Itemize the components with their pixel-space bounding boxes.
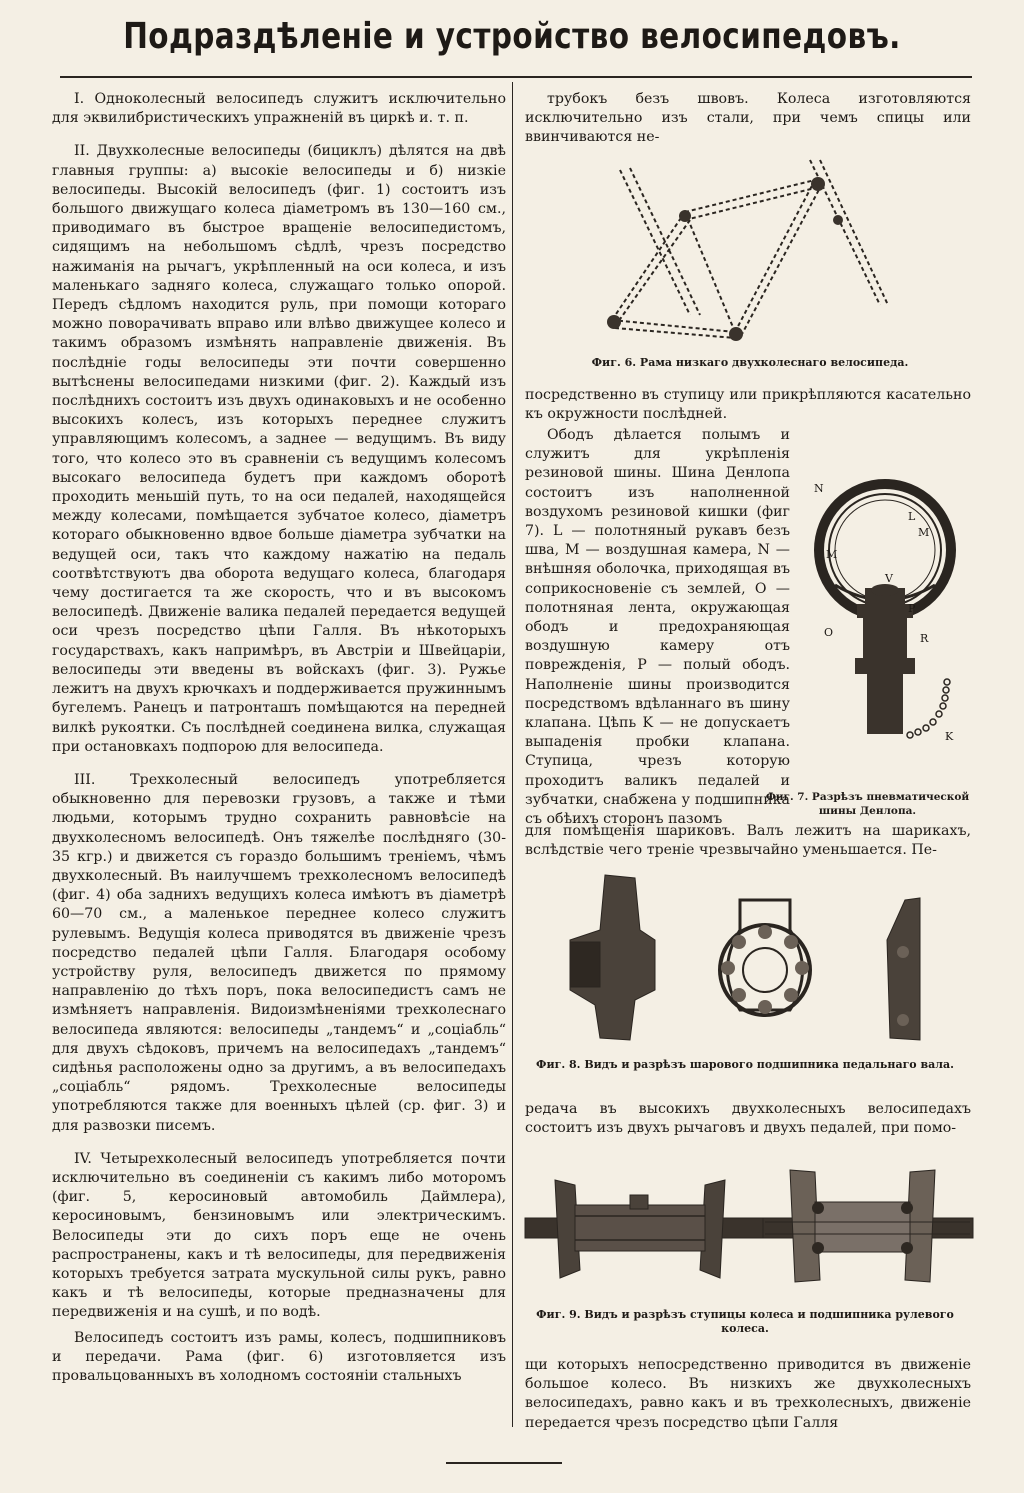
page-title: Подраздѣленіе и устройство велосипедовъ. xyxy=(123,16,901,57)
fig6-caption: Фиг. 6. Рама низкаго двухколеснаго велосипеда. xyxy=(591,356,909,369)
label-R: R xyxy=(920,632,929,645)
right-text-bearing xyxy=(525,822,971,860)
column-divider xyxy=(512,82,513,1427)
paragraph-tubes: трубокъ безъ швовъ. Колеса изготовляются исключительно изъ стали, при чемъ спицы или ввинчиваются не- xyxy=(525,91,971,146)
paragraph-spokes: посредственно въ ступицу или прикрѣпляются касательно къ окружности послѣдней. xyxy=(525,387,971,423)
paragraph-bearing: для помѣщенія шариковъ. Валъ лежитъ на шарикахъ, вслѣдствіе чего треніе чрезвычайно уменьшается. Пе- xyxy=(525,823,971,859)
paragraph-tire: Ободъ дѣлается полымъ и служитъ для укрѣпленія резиновой шины. Шина Денлопа состоитъ изъ наполненной воздухомъ резиновой кишки (фиг 7). L — полотняный рукавъ безъ шва, M — воздушная камера, N — внѣшняя оболочка, приходящая въ соприкосновеніе съ землей, O — полотняная лента, окружающая ободъ и предохраняющая воздушную камеру отъ поврежденія, P — полый ободъ. Наполненіе шины производится посредствомъ вдѣланнаго въ шину клапана. Цѣпь K — не допускаетъ выпаденія пробки клапана. Ступица, чрезъ которую проходитъ валикъ педалей и зубчатки, снабжена у подшипника съ обѣихъ сторонъ пазомъ xyxy=(525,427,790,828)
dunlop-tire-figure xyxy=(800,470,980,770)
bicycle-frame-figure xyxy=(590,150,900,350)
fig8-caption: Фиг. 8. Видъ и разрѣзъ шарового подшипника педальнаго вала. xyxy=(536,1058,954,1071)
right-text-end xyxy=(525,1356,971,1433)
label-P: P xyxy=(908,602,916,615)
title-rule xyxy=(60,76,972,78)
paragraph-quadricycle: IV. Четырехколесный велосипедъ употребляется почти исключительно въ соединеніи съ какимъ либо моторомъ (фиг. 5, керосиновый автомобиль Даймлера), керосиновымъ, бензиновымъ или электрическимъ. Велосипеды эти до сихъ поръ еще не очень распространены, какъ и тѣ велосипеды, для передвиженія которыхъ требуется затрата мускульной силы рукъ, равно какъ и тѣ велосипеды, которые предназначены для передвиженія и на сушѣ, и по водѣ. xyxy=(52,1150,506,1321)
paragraph-chain: щи которыхъ непосредственно приводится въ движеніе большое колесо. Въ низкихъ же двухколесныхъ велосипедахъ, равно какъ и въ трехколесныхъ, движеніе передается чрезъ посредство цѣпи Галля xyxy=(525,1357,971,1431)
label-M-right: M xyxy=(918,526,930,539)
label-V: V xyxy=(885,572,893,585)
right-text-mid xyxy=(525,386,971,424)
footer-rule xyxy=(446,1462,562,1464)
pedal-bearing-figure xyxy=(545,870,955,1050)
paragraph-tricycle: III. Трехколесный велосипедъ употребляется обыкновенно для перевозки грузовъ, а также и тѣми людьми, которымъ трудно сохранить равновѣсіе на двухколесномъ велосипедѣ. Онъ тяжелѣе послѣдняго (30- 35 кгр.) и движется съ гораздо большимъ треніемъ, чѣмъ двухколесный. Въ наилучшемъ трехколесномъ велосипедѣ (фиг. 4) оба заднихъ ведущихъ колеса имѣютъ въ діаметрѣ 60—70 см., а маленькое переднее колесо служитъ рулевымъ. Ведущія колеса приводятся въ движеніе чрезъ посредство педалей цѣпи Галля. Благодаря особому устройству руля, велосипедъ движется по прямому направленію до тѣхъ поръ, пока велосипедистъ самъ не измѣняетъ направленія. Видоизмѣненіями трехколеснаго велосипеда являются: велосипеды „тандемъ“ и „соціабль“ для двухъ сѣдоковъ, причемъ на велосипедахъ „тандемъ“ сидѣнья расположены одно за другимъ, а въ велосипедахъ „соціабль“ рядомъ. Трехколесные велосипеды употребляются также для военныхъ цѣлей (ср. фиг. 3) и для развозки писемъ. xyxy=(52,771,506,1134)
paragraph-transmission: редача въ высокихъ двухколесныхъ велосипедахъ состоитъ изъ двухъ рычаговъ и двухъ педалей, при помо- xyxy=(525,1101,971,1137)
right-text-top xyxy=(525,90,971,148)
label-O: O xyxy=(824,626,834,639)
fig7-caption: Фиг. 7. Разрѣзъ пневматической шины Денлопа. xyxy=(765,791,970,817)
label-L: L xyxy=(908,510,916,523)
right-text-transmission xyxy=(525,1100,971,1138)
left-column xyxy=(52,90,506,1386)
paragraph-unicycle: I. Одноколесный велосипедъ служитъ исключительно для эквилибристическихъ упражненій въ циркѣ и. т. п. xyxy=(52,91,506,127)
right-text-tire xyxy=(525,426,790,829)
label-M-left: M xyxy=(826,548,838,561)
paragraph-bicycle: II. Двухколесные велосипеды (бициклъ) дѣлятся на двѣ главныя группы: а) высокіе велосипеды и б) низкіе велосипеды. Высокій велосипедъ (фиг. 1) состоитъ изъ большого движущаго колеса діаметромъ въ 130—160 см., приводимаго въ быстрое вращеніе велосипедистомъ, сидящимъ на небольшомъ сѣдлѣ, чрезъ посредство нажиманія на рычагъ, укрѣпленный на оси колеса, и изъ маленькаго задняго колеса, служащаго только опорой. Передъ сѣдломъ находится руль, при помощи котораго можно поворачивать вправо или влѣво движущее колесо и такимъ образомъ измѣнять направленіе движенія. Въ послѣдніе годы велосипеды эти почти совершенно вытѣснены велосипедами низкими (фиг. 2). Каждый изъ послѣднихъ состоитъ изъ двухъ одинаковыхъ и не особенно высокихъ колесъ, изъ которыхъ переднее служитъ управляющимъ колесомъ, а заднее — ведущимъ. Въ виду того, что колесо это въ сравненіи съ ведущимъ колесомъ высокаго велосипеда будетъ при каждомъ оборотѣ проходить меньшій путь, то на оси педалей, находящейся между колесами, помѣщается зубчатое колесо, діаметръ котораго обыкновенно вдвое больше діаметра зубчатки на ведущей оси, такъ что каждому нажатію на педаль соотвѣтствуютъ два оборота ведущаго колеса, благодаря чему достигается та же скорость, что и въ высокомъ велосипедѣ. Движеніе валика педалей передается ведущей оси чрезъ посредство цѣпи Галля. Въ нѣкоторыхъ государствахъ, какъ напримѣръ, въ Австріи и Швейцаріи, велосипеды эти введены въ войскахъ (фиг. 3). Ружье лежитъ на двухъ крючкахъ и поддерживается пружиннымъ бугелемъ. Ранецъ и патронташъ помѣщаются на передней вилкѣ рукоятки. Съ послѣдней соединена вилка, служащая при остановкахъ подпорою для велосипеда. xyxy=(52,143,506,755)
fig9-caption: Фиг. 9. Видъ и разрѣзъ ступицы колеса и подшипника рулевого колеса. xyxy=(536,1308,954,1335)
wheel-hub-figure xyxy=(515,1160,975,1300)
label-N: N xyxy=(814,482,824,495)
label-K: K xyxy=(945,730,954,743)
paragraph-components: Велосипедъ состоитъ изъ рамы, колесъ, подшипниковъ и передачи. Рама (фиг. 6) изготовляется изъ провальцованныхъ въ холодномъ состояніи стальныхъ xyxy=(52,1329,506,1384)
